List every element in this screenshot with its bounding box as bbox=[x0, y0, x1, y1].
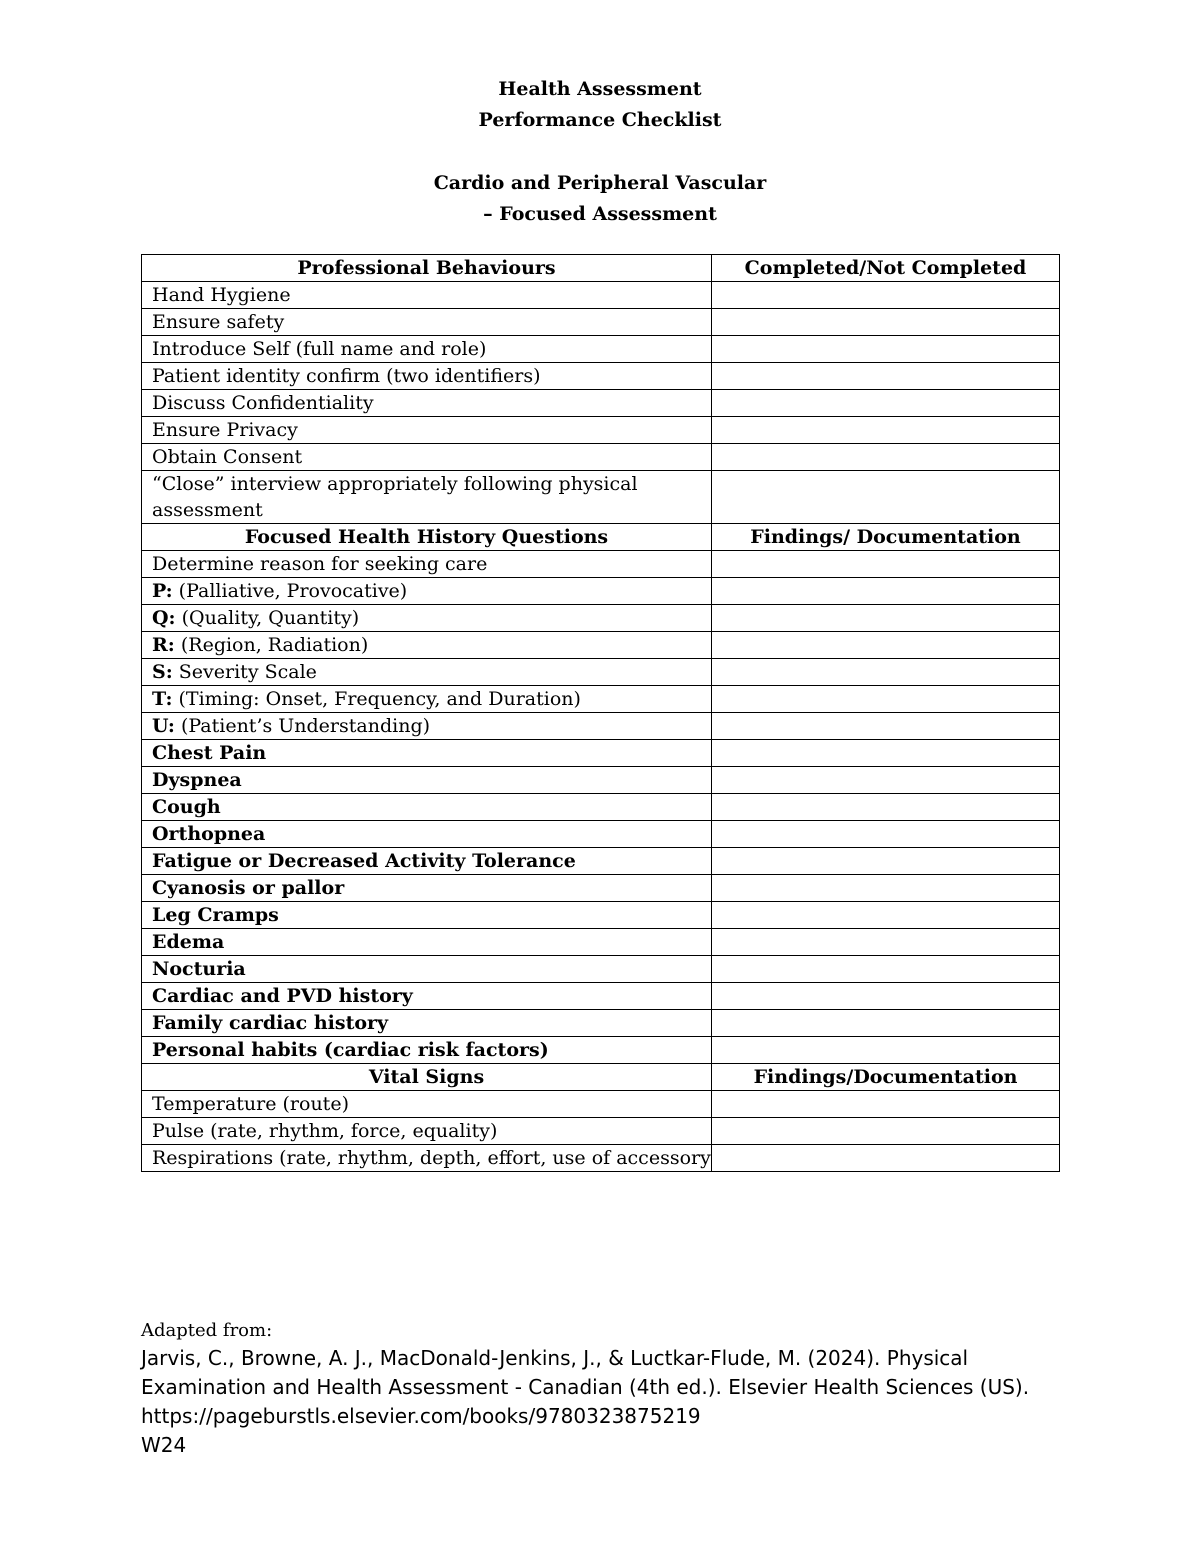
item-prefix: P: bbox=[152, 580, 173, 602]
documentation-cell[interactable] bbox=[712, 848, 1060, 875]
table-row bbox=[142, 686, 1060, 713]
table-row bbox=[142, 363, 1060, 390]
table-row bbox=[142, 336, 1060, 363]
section-heading: Vital Signs bbox=[142, 1064, 712, 1091]
documentation-cell[interactable] bbox=[712, 659, 1060, 686]
item-label: Cardiac and PVD history bbox=[152, 985, 413, 1007]
item-label-cell bbox=[142, 1145, 712, 1172]
item-label-cell bbox=[142, 929, 712, 956]
item-label-cell bbox=[142, 794, 712, 821]
table-row bbox=[142, 417, 1060, 444]
item-label: (Quality, Quantity) bbox=[175, 607, 360, 629]
item-label: Obtain Consent bbox=[152, 446, 303, 468]
documentation-cell[interactable] bbox=[712, 983, 1060, 1010]
table-row bbox=[142, 740, 1060, 767]
item-label-cell bbox=[142, 578, 712, 605]
table-row bbox=[142, 767, 1060, 794]
item-label: Orthopnea bbox=[152, 823, 266, 845]
documentation-cell[interactable] bbox=[712, 740, 1060, 767]
section-heading: Focused Health History Questions bbox=[142, 524, 712, 551]
documentation-cell[interactable] bbox=[712, 336, 1060, 363]
section-column-heading: Completed/Not Completed bbox=[712, 255, 1060, 282]
documentation-cell[interactable] bbox=[712, 390, 1060, 417]
document-code: W24 bbox=[141, 1433, 187, 1457]
checklist-table bbox=[141, 254, 1060, 1172]
documentation-cell[interactable] bbox=[712, 471, 1060, 524]
citation-url: https://pageburstls.elsevier.com/books/9780323875219 bbox=[141, 1404, 701, 1428]
citation-line-1: Jarvis, C., Browne, A. J., MacDonald-Jenkins, J., & Luctkar-Flude, M. (2024). Physical bbox=[141, 1346, 969, 1370]
documentation-cell[interactable] bbox=[712, 632, 1060, 659]
item-label-cell bbox=[142, 417, 712, 444]
item-label-cell bbox=[142, 605, 712, 632]
documentation-cell[interactable] bbox=[712, 605, 1060, 632]
item-label-cell bbox=[142, 821, 712, 848]
item-label: Severity Scale bbox=[172, 661, 317, 683]
item-label-cell bbox=[142, 363, 712, 390]
documentation-cell[interactable] bbox=[712, 1037, 1060, 1064]
adapted-from-label: Adapted from: bbox=[141, 1320, 273, 1341]
item-label-cell bbox=[142, 1037, 712, 1064]
header-topic-subline: – Focused Assessment bbox=[483, 203, 717, 225]
documentation-cell[interactable] bbox=[712, 794, 1060, 821]
item-label: Patient identity confirm (two identifiers) bbox=[152, 365, 541, 387]
documentation-cell[interactable] bbox=[712, 767, 1060, 794]
item-label-cell bbox=[142, 875, 712, 902]
table-row bbox=[142, 1091, 1060, 1118]
header-subtitle: Performance Checklist bbox=[478, 109, 722, 131]
checklist-body bbox=[142, 255, 1060, 1172]
item-label-cell bbox=[142, 309, 712, 336]
documentation-cell[interactable] bbox=[712, 875, 1060, 902]
table-row bbox=[142, 390, 1060, 417]
documentation-cell[interactable] bbox=[712, 282, 1060, 309]
item-label: Fatigue or Decreased Activity Tolerance bbox=[152, 850, 576, 872]
item-label-cell bbox=[142, 767, 712, 794]
item-label-cell bbox=[142, 848, 712, 875]
item-label-cell bbox=[142, 444, 712, 471]
table-row bbox=[142, 282, 1060, 309]
item-label: Family cardiac history bbox=[152, 1012, 389, 1034]
item-label: Personal habits (cardiac risk factors) bbox=[152, 1039, 549, 1061]
item-label-cell bbox=[142, 282, 712, 309]
documentation-cell[interactable] bbox=[712, 1118, 1060, 1145]
table-row bbox=[142, 1010, 1060, 1037]
documentation-cell[interactable] bbox=[712, 444, 1060, 471]
item-label-cell bbox=[142, 1118, 712, 1145]
header-topic: Cardio and Peripheral Vascular bbox=[433, 172, 767, 194]
item-label: Introduce Self (full name and role) bbox=[152, 338, 487, 360]
section-heading: Professional Behaviours bbox=[142, 255, 712, 282]
item-label: (Patient’s Understanding) bbox=[174, 715, 431, 737]
section-header-row bbox=[142, 524, 1060, 551]
table-row bbox=[142, 794, 1060, 821]
table-row bbox=[142, 632, 1060, 659]
documentation-cell[interactable] bbox=[712, 551, 1060, 578]
item-prefix: S: bbox=[152, 661, 173, 683]
documentation-cell[interactable] bbox=[712, 363, 1060, 390]
table-row bbox=[142, 578, 1060, 605]
table-row bbox=[142, 605, 1060, 632]
documentation-cell[interactable] bbox=[712, 1145, 1060, 1172]
item-label-cell bbox=[142, 551, 712, 578]
item-label: Hand Hygiene bbox=[152, 284, 291, 306]
citation-footer bbox=[141, 1318, 1141, 1460]
documentation-cell[interactable] bbox=[712, 1010, 1060, 1037]
item-prefix: U: bbox=[152, 715, 175, 737]
item-label: “Close” interview appropriately following physical assessment bbox=[152, 473, 638, 521]
documentation-cell[interactable] bbox=[712, 713, 1060, 740]
item-label-cell bbox=[142, 686, 712, 713]
table-row bbox=[142, 471, 1060, 524]
item-label: Temperature (route) bbox=[152, 1093, 349, 1115]
section-column-heading: Findings/Documentation bbox=[712, 1064, 1060, 1091]
item-label-cell bbox=[142, 1091, 712, 1118]
table-row bbox=[142, 902, 1060, 929]
item-label: Cyanosis or pallor bbox=[152, 877, 345, 899]
header-title: Health Assessment bbox=[498, 78, 702, 100]
table-row bbox=[142, 713, 1060, 740]
documentation-cell[interactable] bbox=[712, 417, 1060, 444]
item-label-cell bbox=[142, 983, 712, 1010]
table-row bbox=[142, 309, 1060, 336]
table-row bbox=[142, 1037, 1060, 1064]
item-label-cell bbox=[142, 659, 712, 686]
item-label: (Palliative, Provocative) bbox=[172, 580, 408, 602]
section-header-row bbox=[142, 255, 1060, 282]
item-label: Leg Cramps bbox=[152, 904, 279, 926]
item-label: (Timing: Onset, Frequency, and Duration) bbox=[172, 688, 581, 710]
item-label: Ensure Privacy bbox=[152, 419, 298, 441]
documentation-cell[interactable] bbox=[712, 1091, 1060, 1118]
item-label: Ensure safety bbox=[152, 311, 285, 333]
item-label-cell bbox=[142, 336, 712, 363]
item-label-cell bbox=[142, 390, 712, 417]
table-row bbox=[142, 821, 1060, 848]
table-row bbox=[142, 848, 1060, 875]
item-label: Nocturia bbox=[152, 958, 246, 980]
table-row bbox=[142, 1118, 1060, 1145]
item-prefix: Q: bbox=[152, 607, 176, 629]
documentation-cell[interactable] bbox=[712, 686, 1060, 713]
documentation-cell[interactable] bbox=[712, 929, 1060, 956]
documentation-cell[interactable] bbox=[712, 578, 1060, 605]
item-label-cell bbox=[142, 956, 712, 983]
table-row bbox=[142, 1145, 1060, 1172]
item-prefix: T: bbox=[152, 688, 173, 710]
table-row bbox=[142, 659, 1060, 686]
item-label: Determine reason for seeking care bbox=[152, 553, 488, 575]
item-label: (Region, Radiation) bbox=[174, 634, 369, 656]
section-header-row bbox=[142, 1064, 1060, 1091]
table-row bbox=[142, 444, 1060, 471]
item-label-cell bbox=[142, 902, 712, 929]
item-label: Discuss Confidentiality bbox=[152, 392, 374, 414]
item-label: Respirations (rate, rhythm, depth, effort, use of accessory bbox=[152, 1147, 711, 1169]
documentation-cell[interactable] bbox=[712, 821, 1060, 848]
citation-line-2: Examination and Health Assessment - Canadian (4th ed.). Elsevier Health Sciences (US). bbox=[141, 1375, 1030, 1399]
table-row bbox=[142, 983, 1060, 1010]
item-label: Pulse (rate, rhythm, force, equality) bbox=[152, 1120, 498, 1142]
section-column-heading: Findings/ Documentation bbox=[712, 524, 1060, 551]
item-label: Dyspnea bbox=[152, 769, 242, 791]
documentation-cell[interactable] bbox=[712, 902, 1060, 929]
documentation-cell[interactable] bbox=[712, 309, 1060, 336]
documentation-cell[interactable] bbox=[712, 956, 1060, 983]
item-label: Edema bbox=[152, 931, 225, 953]
item-label-cell bbox=[142, 1010, 712, 1037]
item-label: Cough bbox=[152, 796, 221, 818]
table-row bbox=[142, 551, 1060, 578]
item-label-cell bbox=[142, 632, 712, 659]
item-label-cell bbox=[142, 471, 712, 524]
item-label-cell bbox=[142, 713, 712, 740]
table-row bbox=[142, 956, 1060, 983]
item-prefix: R: bbox=[152, 634, 175, 656]
table-row bbox=[142, 929, 1060, 956]
item-label-cell bbox=[142, 740, 712, 767]
table-row bbox=[142, 875, 1060, 902]
item-label: Chest Pain bbox=[152, 742, 267, 764]
